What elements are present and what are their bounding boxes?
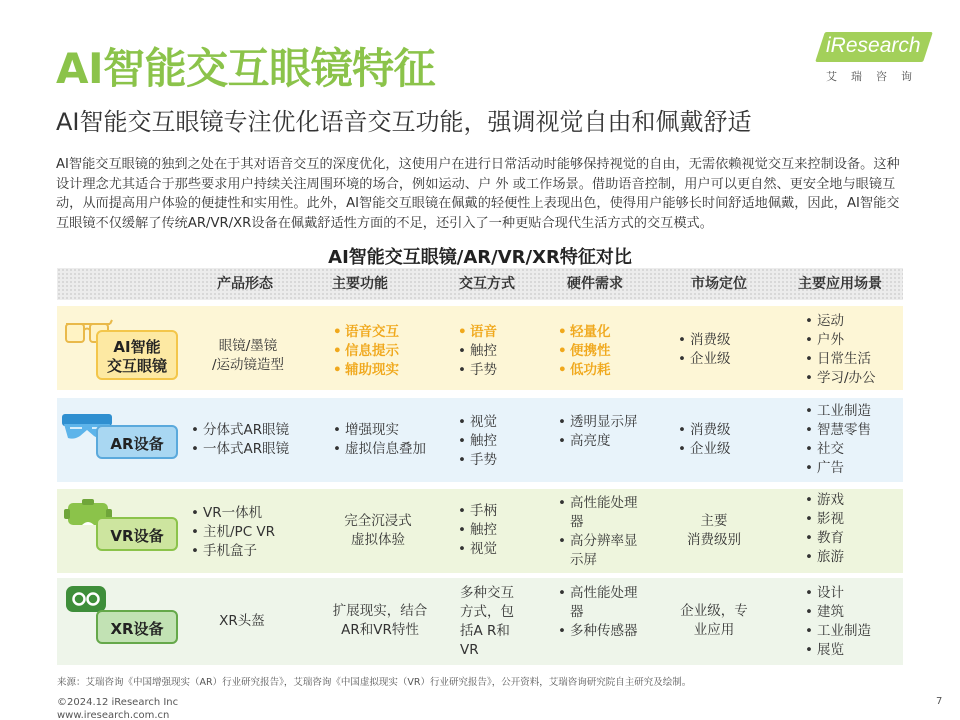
row-label-vr: VR设备 [96,517,178,551]
list-item: • 教育 [803,529,844,548]
list-item: • 视觉 [456,413,497,432]
interaction-line: 多种交互 [460,585,514,601]
page-subtitle: AI智能交互眼镜专注优化语音交互功能，强调视觉自由和佩戴舒适 [56,108,752,136]
cell-ar-functions [331,421,426,459]
list-item: • 高亮度 [556,432,640,451]
cell-ai-interaction [456,323,497,380]
function-line: AR和VR特性 [341,622,419,638]
list-item: • 主机/PC VR [189,523,275,542]
list-item: • 运动 [803,312,876,331]
interaction-line: 方式，包 [460,604,514,620]
page-title: AI智能交互眼镜特征 [56,44,436,93]
list-item: • 消费级 [676,421,731,440]
row-label-ai-glasses [96,330,178,380]
cell-ai-market [676,331,731,369]
cell-ar-scenarios [803,402,871,478]
cell-xr-hardware [556,584,640,641]
row-label-xr: XR设备 [96,610,178,644]
copyright: ©2024.12 iResearch Inc [57,697,179,708]
cell-ar-hardware [556,413,640,451]
list-item: • 消费级 [676,331,731,350]
list-item: • 信息提示 [331,342,399,361]
cell-ai-functions [331,323,399,380]
market-line: 消费级别 [687,532,741,548]
list-item: • VR一体机 [189,504,275,523]
cell-xr-functions [322,602,438,640]
cell-vr-market [664,512,764,550]
list-item: • 触控 [456,521,497,540]
function-line: 完全沉浸式 [344,513,412,529]
website-link[interactable]: www.iresearch.com.cn [57,710,170,720]
cell-ai-form [196,337,300,375]
header-main-function: 主要功能 [332,276,388,292]
list-item: • 日常生活 [803,350,876,369]
list-item: • 影视 [803,510,844,529]
source-note: 来源：艾瑞咨询《中国增强现实（AR）行业研究报告》，艾瑞咨询《中国虚拟现实（VR）行业研究报告》，公开资料，艾瑞咨询研究院自主研究及绘制。 [57,677,692,688]
list-item: • 增强现实 [331,421,426,440]
list-item: • 户外 [803,331,876,350]
header-product-form: 产品形态 [217,276,273,292]
list-item: • 游戏 [803,491,844,510]
function-line: 扩展现实，结合 [332,603,428,619]
row-label-ar: AR设备 [96,425,178,459]
list-item: • 建筑 [803,603,871,622]
cell-xr-scenarios [803,584,871,660]
intro-paragraph: AI智能交互眼镜的独到之处在于其对语音交互的深度优化，这使用户在进行日常活动时能够保持视觉的自由，无需依赖视觉交互来控制设备。这种设计理念尤其适合于那些要求用户持续关注周围环境的场合，例如运动、户 外 或工作场景。借助语音控制，用户可以更自然、更安全地与眼镜互动，从而提高用户体验的便捷性和实用性。此外，AI智能交互眼镜在佩戴的轻便性上表现出色，使得用户能够长时间舒适地佩戴，因此，AI智能交互眼镜不仅缓解了传统AR/VR/XR设备在佩戴舒适性方面的不足，还引入了一种更贴合现代生活方式的交互模式。 [56,157,900,231]
logo-text: iResearch [826,34,921,57]
list-item: • 手柄 [456,502,497,521]
list-item: • 高分辨率显示屏 [556,532,640,570]
cell-ar-market [676,421,731,459]
market-line: 企业级，专 [680,603,748,619]
form-line: /运动镜造型 [211,357,285,373]
list-item: • 设计 [803,584,871,603]
list-item: • 学习/办公 [803,369,876,388]
list-item: • 手势 [456,451,497,470]
logo-subtext: 艾瑞咨询 [826,70,926,83]
list-item: • 语音交互 [331,323,399,342]
cell-ar-form [189,421,289,459]
list-item: • 广告 [803,459,871,478]
list-item: • 辅助现实 [331,361,399,380]
interaction-line: 括A R和 [460,623,510,639]
list-item: • 工业制造 [803,622,871,641]
cell-ar-interaction [456,413,497,470]
list-item: • 手势 [456,361,497,380]
list-item: • 高性能处理器 [556,584,640,622]
list-item: • 旅游 [803,548,844,567]
list-item: • 语音 [456,323,497,342]
list-item: • 透明显示屏 [556,413,640,432]
list-item: • 便携性 [556,342,611,361]
row-label-ai-line1: AI智能 [113,338,161,356]
cell-vr-form [189,504,275,561]
function-line: 虚拟体验 [351,532,405,548]
interaction-line: VR [460,642,479,658]
list-item: • 智慧零售 [803,421,871,440]
cell-xr-interaction [460,584,540,660]
list-item: • 多种传感器 [556,622,640,641]
cell-vr-hardware [556,494,640,570]
list-item: • 展览 [803,641,871,660]
list-item: • 高性能处理器 [556,494,640,532]
list-item: • 手机盒子 [189,542,275,561]
list-item: • 企业级 [676,350,731,369]
row-label-ai-line2: 交互眼镜 [106,357,167,375]
list-item: • 低功耗 [556,361,611,380]
list-item: • 社交 [803,440,871,459]
header-hardware: 硬件需求 [567,276,623,292]
list-item: • 工业制造 [803,402,871,421]
page-number: 7 [936,696,943,707]
list-item: • 视觉 [456,540,497,559]
header-market: 市场定位 [691,276,747,292]
list-item: • 触控 [456,432,497,451]
list-item: • 一体式AR眼镜 [189,440,289,459]
cell-xr-market [664,602,764,640]
cell-xr-form: XR头盔 [219,613,265,629]
cell-ai-scenarios [803,312,876,388]
list-item: • 轻量化 [556,323,611,342]
market-line: 主要 [700,513,728,529]
list-item: • 分体式AR眼镜 [189,421,289,440]
cell-vr-scenarios [803,491,844,567]
market-line: 业应用 [693,622,735,638]
cell-vr-functions [326,512,430,550]
cell-ai-hardware [556,323,611,380]
list-item: • 触控 [456,342,497,361]
header-scenarios: 主要应用场景 [798,276,882,292]
iresearch-logo [818,32,932,84]
list-item: • 虚拟信息叠加 [331,440,426,459]
table-title: AI智能交互眼镜/AR/VR/XR特征对比 [328,247,632,268]
form-line: 眼镜/墨镜 [218,338,278,354]
list-item: • 企业级 [676,440,731,459]
table-header [57,268,903,300]
cell-vr-interaction [456,502,497,559]
header-interaction: 交互方式 [459,276,515,292]
